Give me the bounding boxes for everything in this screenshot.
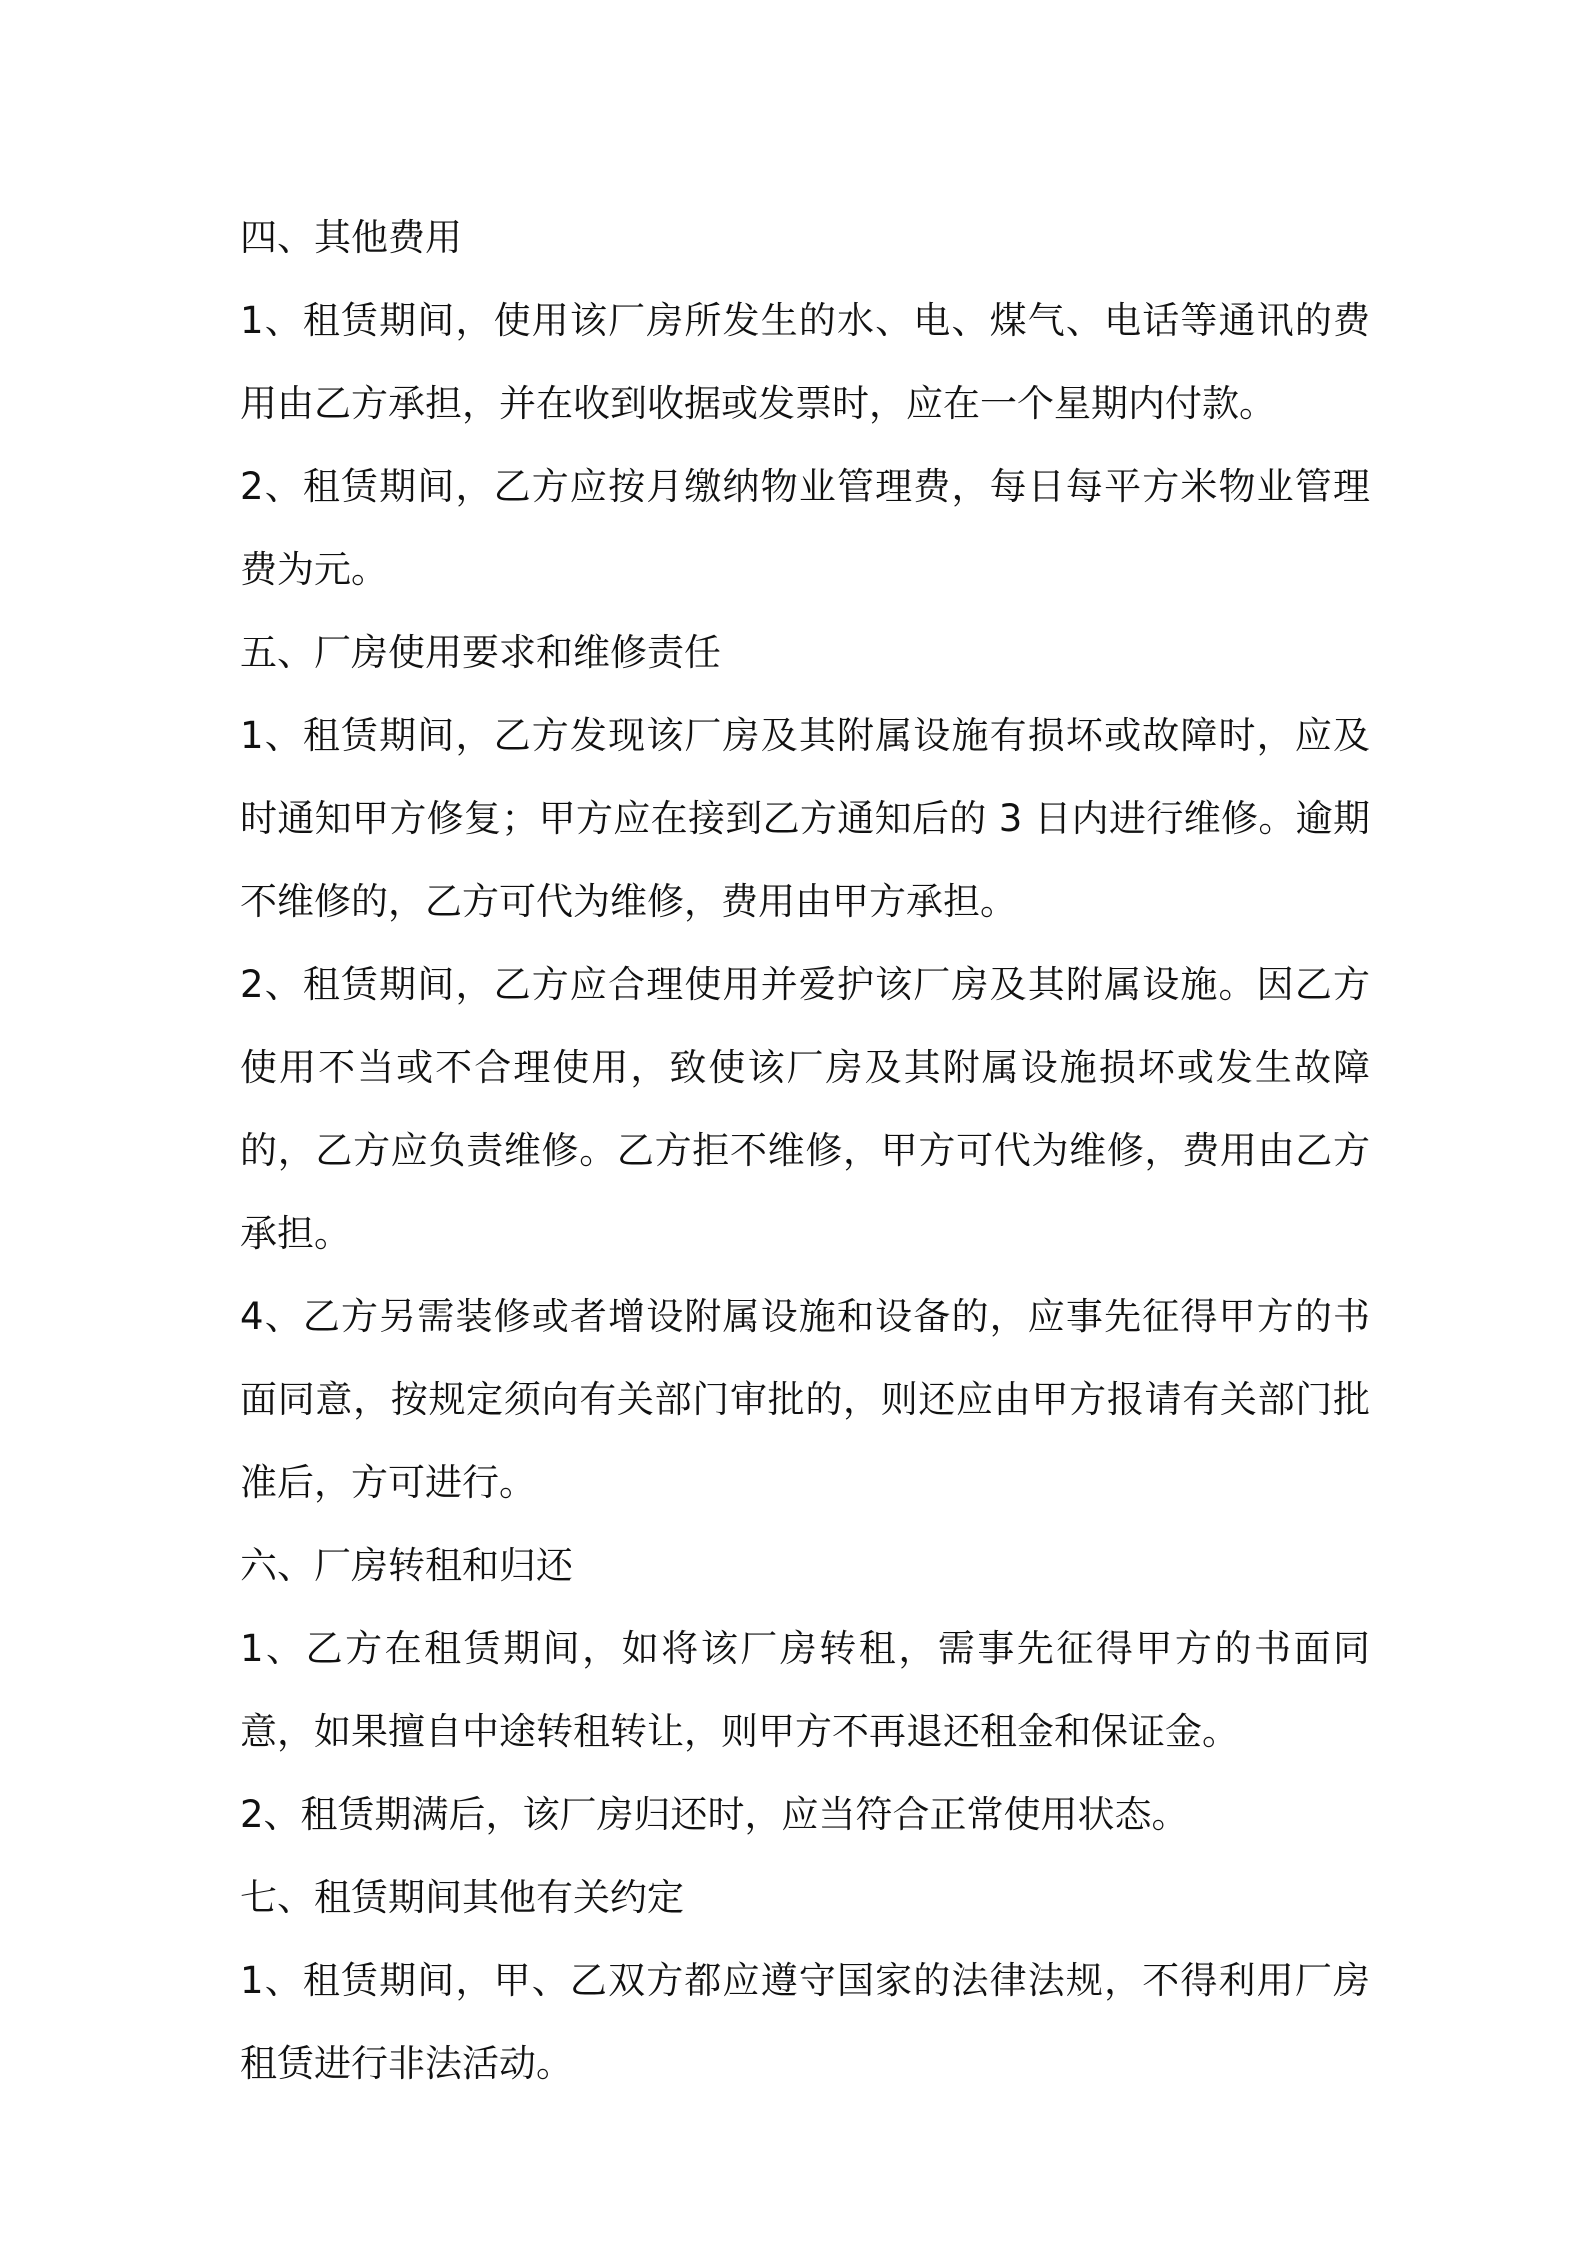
section-heading: 四、其他费用	[240, 216, 462, 259]
section-heading: 五、厂房使用要求和维修责任	[240, 631, 721, 674]
clause-paragraph: 1、租赁期间，乙方发现该厂房及其附属设施有损坏或故障时，应及时通知甲方修复；甲方应在接到乙方通知后的 3 日内进行维修。逾期不维修的，乙方可代为维修，费用由甲方承担。	[240, 714, 1370, 923]
section-other-agreements	[240, 1856, 1370, 2105]
clause-paragraph: 2、租赁期满后，该厂房归还时，应当符合正常使用状态。	[240, 1793, 1189, 1836]
clause-paragraph: 2、租赁期间，乙方应合理使用并爱护该厂房及其附属设施。因乙方使用不当或不合理使用，致使该厂房及其附属设施损坏或发生故障的，乙方应负责维修。乙方拒不维修，甲方可代为维修，费用由乙方承担。	[240, 963, 1370, 1255]
section-other-fees	[240, 196, 1370, 611]
section-usage-and-maintenance	[240, 611, 1370, 1524]
section-heading: 七、租赁期间其他有关约定	[240, 1876, 684, 1919]
section-heading: 六、厂房转租和归还	[240, 1544, 573, 1587]
document-body	[240, 196, 1370, 2105]
clause-paragraph: 4、乙方另需装修或者增设附属设施和设备的，应事先征得甲方的书面同意，按规定须向有关部门审批的，则还应由甲方报请有关部门批准后，方可进行。	[240, 1295, 1370, 1504]
clause-paragraph: 1、租赁期间，使用该厂房所发生的水、电、煤气、电话等通讯的费用由乙方承担，并在收到收据或发票时，应在一个星期内付款。	[240, 299, 1370, 425]
clause-paragraph: 1、乙方在租赁期间，如将该厂房转租，需事先征得甲方的书面同意，如果擅自中途转租转让，则甲方不再退还租金和保证金。	[240, 1627, 1370, 1753]
clause-paragraph: 1、租赁期间，甲、乙双方都应遵守国家的法律法规，不得利用厂房租赁进行非法活动。	[240, 1959, 1370, 2085]
clause-paragraph: 2、租赁期间，乙方应按月缴纳物业管理费，每日每平方米物业管理费为元。	[240, 465, 1370, 591]
section-sublease-and-return	[240, 1524, 1370, 1856]
